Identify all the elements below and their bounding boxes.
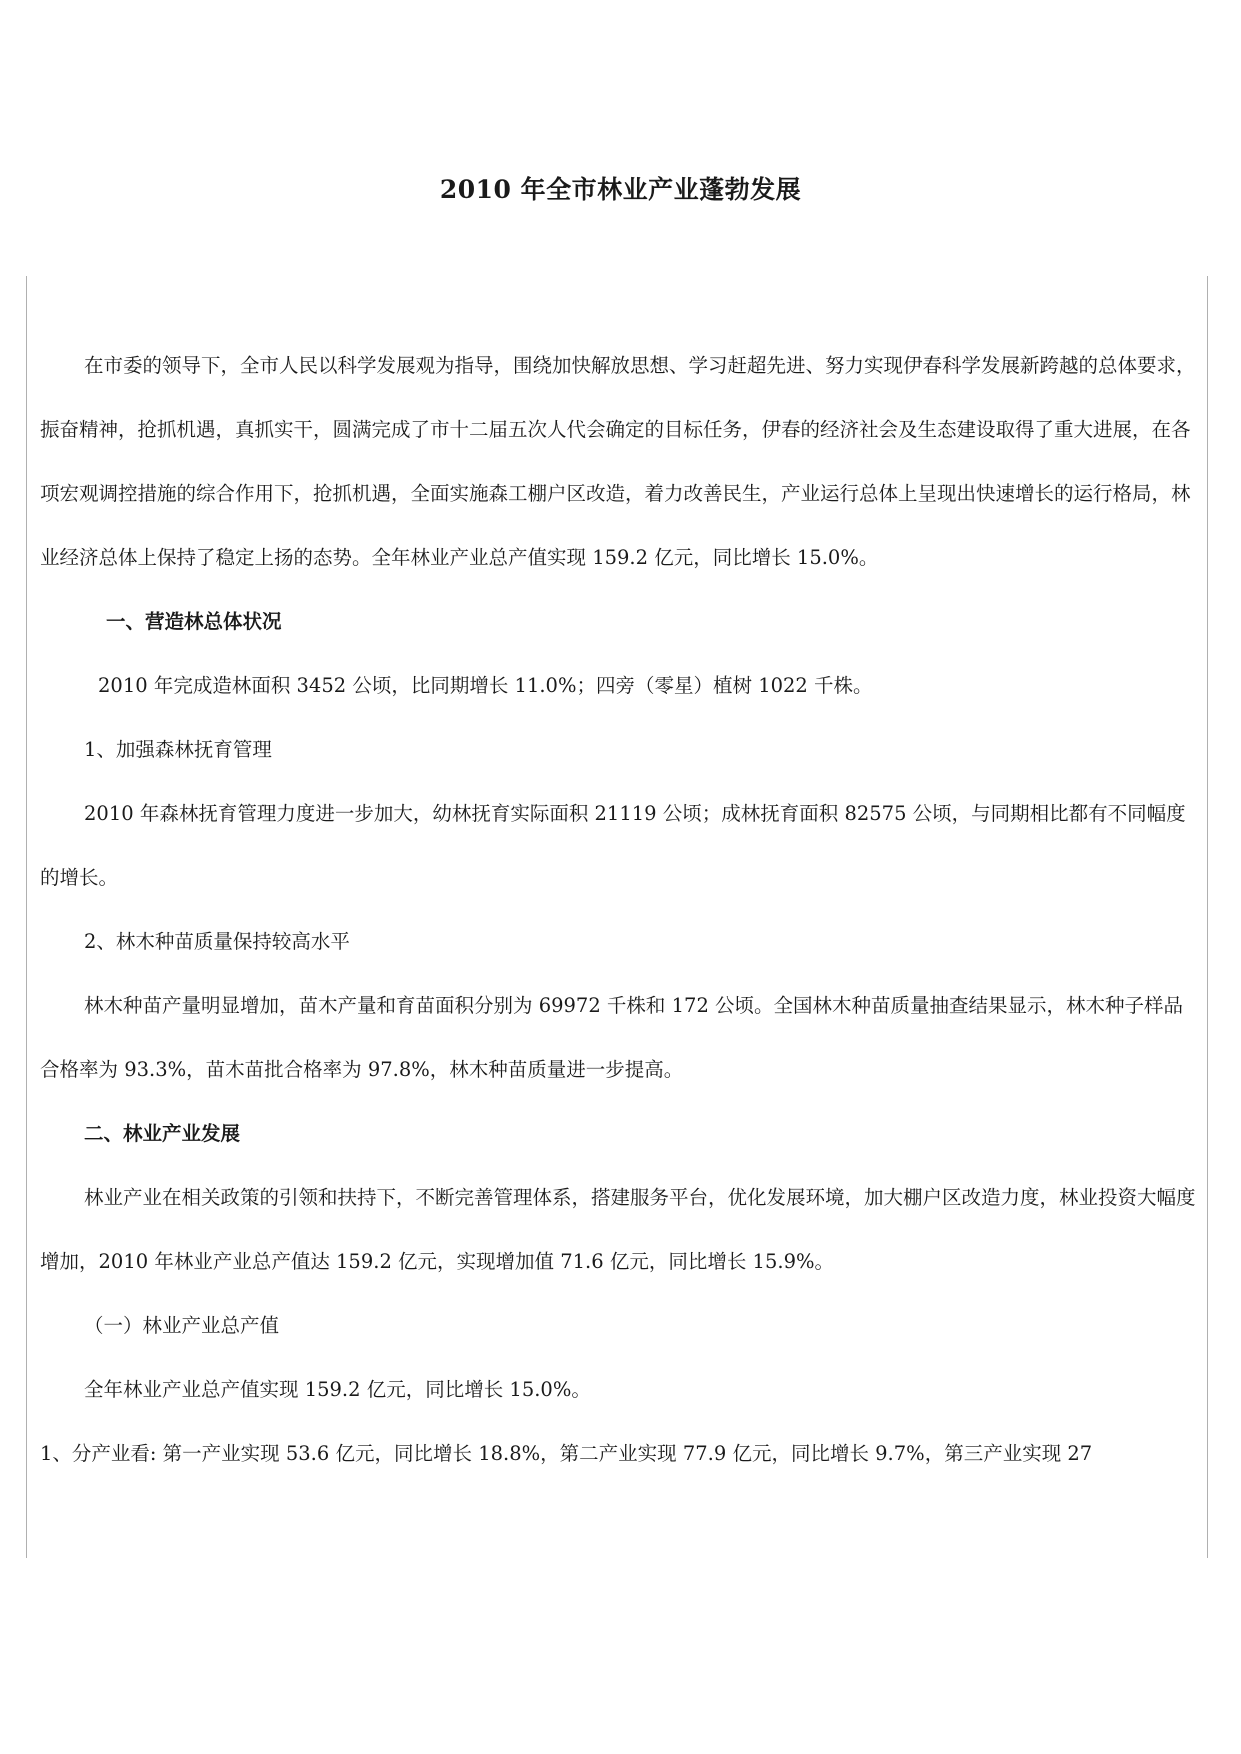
subheading-forest-tending: 1、加强森林抚育管理 xyxy=(84,738,272,761)
afforestation-paragraph: 2010 年完成造林面积 3452 公顷，比同期增长 11.0%；四旁（零星）植树 1022 千株。 xyxy=(98,674,873,697)
page-title: 2010 年全市林业产业蓬勃发展 xyxy=(439,175,802,204)
frame-left-border xyxy=(26,276,27,1558)
industry-paragraph: 林业产业在相关政策的引领和扶持下，不断完善管理体系，搭建服务平台，优化发展环境，加大棚户区改造力度，林业投资大幅度增加，2010 年林业产业总产值达 159.2 亿元，实现增加值 71.6 亿元，同比增长 15.9%。 xyxy=(40,1186,1196,1273)
subheading-total-output: （一）林业产业总产值 xyxy=(84,1314,280,1337)
document-body xyxy=(40,334,1202,1486)
frame-right-border xyxy=(1207,276,1208,1558)
intro-paragraph: 在市委的领导下，全市人民以科学发展观为指导，围绕加快解放思想、学习赶超先进、努力实现伊春科学发展新跨越的总体要求，振奋精神，抢抓机遇，真抓实干，圆满完成了市十二届五次人代会确定的目标任务，伊春的经济社会及生态建设取得了重大进展，在各项宏观调控措施的综合作用下，抢抓机遇，全面实施森工棚户区改造，着力改善民生，产业运行总体上呈现出快速增长的运行格局，林业经济总体上保持了稳定上扬的态势。全年林业产业总产值实现 159.2 亿元，同比增长 15.0%。 xyxy=(40,354,1196,569)
by-sector-paragraph: 1、分产业看: 第一产业实现 53.6 亿元，同比增长 18.8%，第二产业实现 77.9 亿元，同比增长 9.7%，第三产业实现 27 xyxy=(40,1442,1093,1465)
forest-tending-paragraph: 2010 年森林抚育管理力度进一步加大，幼林抚育实际面积 21119 公顷；成林抚育面积 82575 公顷，与同期相比都有不同幅度的增长。 xyxy=(40,802,1186,889)
subheading-seedling-quality: 2、林木种苗质量保持较高水平 xyxy=(84,930,350,953)
section-heading-afforestation: 一、营造林总体状况 xyxy=(106,610,282,633)
seedling-quality-paragraph: 林木种苗产量明显增加，苗木产量和育苗面积分别为 69972 千株和 172 公顷。全国林木种苗质量抽查结果显示，林木种子样品合格率为 93.3%，苗木苗批合格率为 97.8%，林木种苗质量进一步提高。 xyxy=(40,994,1184,1081)
section-heading-industry: 二、林业产业发展 xyxy=(84,1122,241,1145)
total-output-paragraph: 全年林业产业总产值实现 159.2 亿元，同比增长 15.0%。 xyxy=(84,1378,591,1401)
